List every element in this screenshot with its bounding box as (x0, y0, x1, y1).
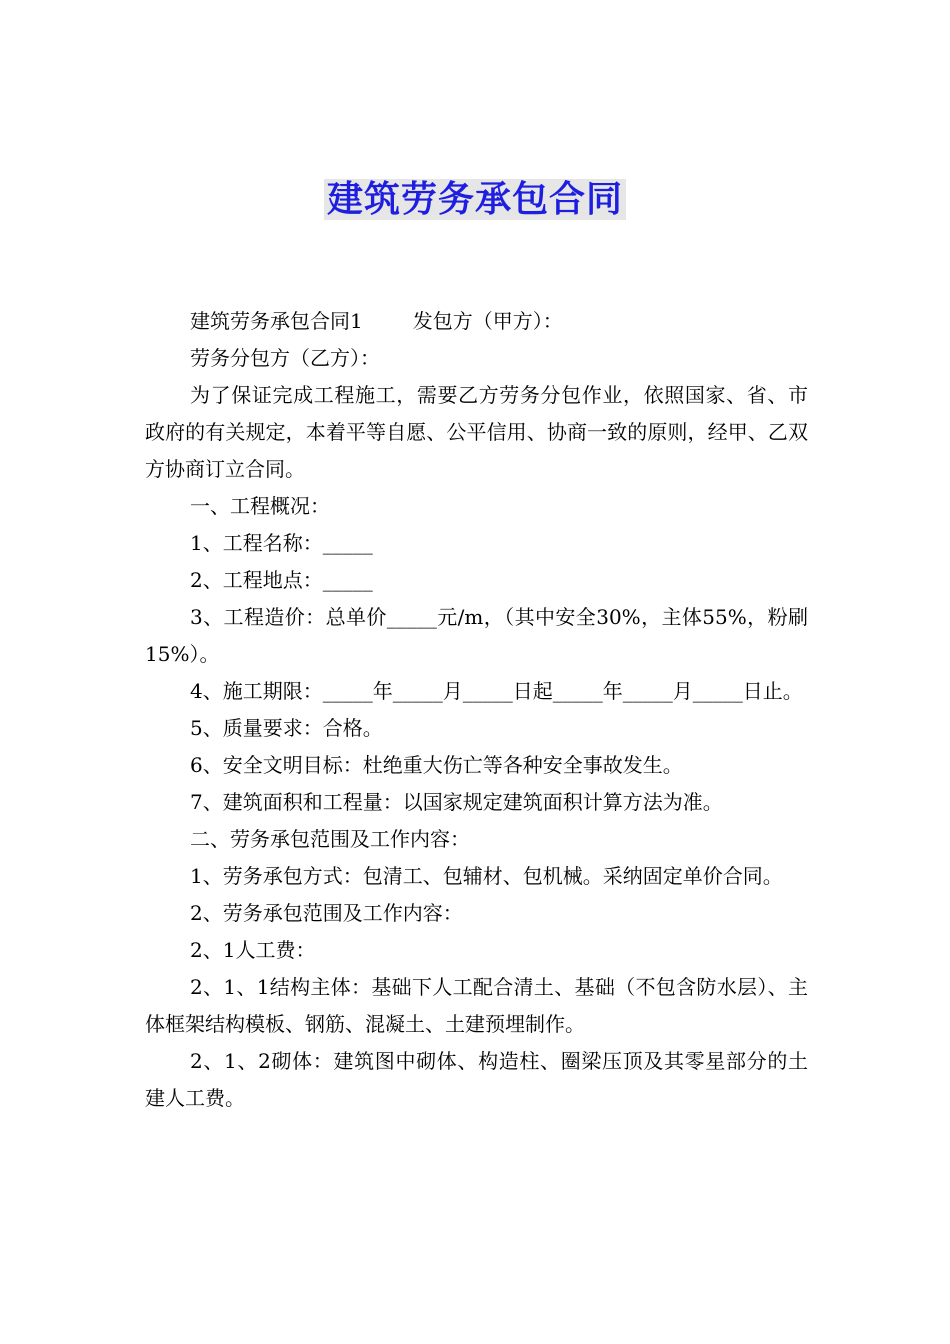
paragraph: 建筑劳务承包合同1 发包方（甲方）： (190, 309, 563, 333)
document-body (145, 303, 808, 1117)
document-title: 建筑劳务承包合同 (0, 176, 950, 224)
paragraph: 一、工程概况： (190, 494, 330, 518)
paragraph: 为了保证完成工程施工，需要乙方劳务分包作业，依照国家、省、市政府的有关规定，本着平等自愿、公平信用、协商一致的原则，经甲、乙双方协商订立合同。 (145, 383, 808, 481)
paragraph: 2、工程地点：_____ (190, 568, 373, 592)
paragraph: 1、工程名称：_____ (190, 531, 373, 555)
paragraph: 5、质量要求：合格。 (190, 716, 383, 740)
paragraph: 2、1、1结构主体：基础下人工配合清土、基础（不包含防水层）、主体框架结构模板、钢筋、混凝土、土建预埋制作。 (145, 975, 808, 1036)
paragraph: 2、1人工费： (190, 938, 316, 962)
paragraph: 4、施工期限：_____年_____月_____日起_____年_____月_____日止。 (190, 679, 803, 703)
paragraph: 2、劳务承包范围及工作内容： (190, 901, 463, 925)
paragraph: 二、劳务承包范围及工作内容： (190, 827, 470, 851)
paragraph: 1、劳务承包方式：包清工、包辅材、包机械。采纳固定单价合同。 (190, 864, 783, 888)
paragraph: 劳务分包方（乙方）： (190, 346, 380, 370)
paragraph: 3、工程造价：总单价_____元/m，（其中安全30%，主体55%，粉刷15%）。 (145, 605, 808, 666)
paragraph: 2、1、2砌体：建筑图中砌体、构造柱、圈梁压顶及其零星部分的土建人工费。 (145, 1049, 808, 1110)
paragraph: 7、建筑面积和工程量：以国家规定建筑面积计算方法为准。 (190, 790, 723, 814)
paragraph: 6、安全文明目标：杜绝重大伤亡等各种安全事故发生。 (190, 753, 683, 777)
